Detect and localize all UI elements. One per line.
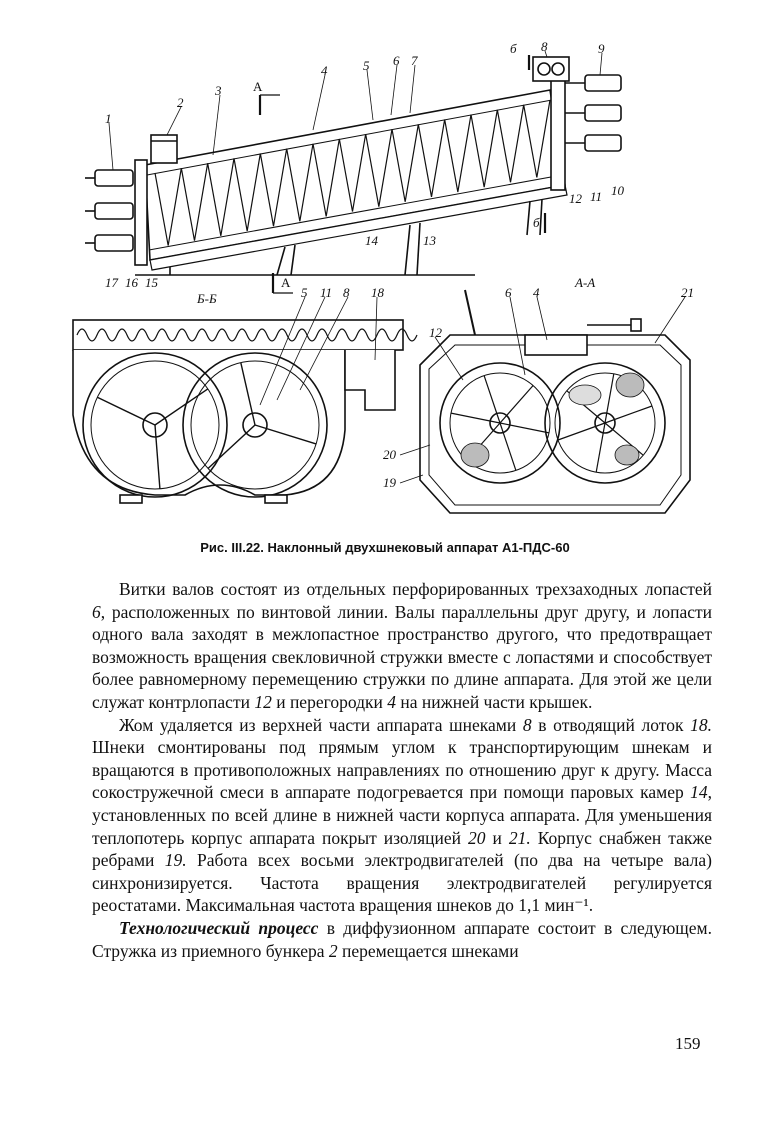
callout-8: 8 xyxy=(541,39,548,54)
callout-aa-20: 20 xyxy=(383,447,396,462)
text-run: 4 xyxy=(387,691,396,712)
callout-aa-6: 6 xyxy=(505,285,512,300)
text-run: в диффузионном аппарате состоит в следующем. Стружка из приемного бункера xyxy=(92,917,712,961)
text-run: 8 xyxy=(522,714,532,735)
text-run: в отводящий лоток xyxy=(531,714,691,735)
text-run: 6 xyxy=(92,601,101,622)
page-number: 159 xyxy=(675,1034,701,1053)
callout-2: 2 xyxy=(177,95,184,110)
paragraph xyxy=(92,578,712,714)
text-run: перемещается шнеками xyxy=(337,940,519,961)
text-run: 19. xyxy=(164,850,187,871)
section-b-marker-bottom: б xyxy=(533,215,540,230)
callout-aa-21: 21 xyxy=(681,285,694,300)
text-run: , установленных по всей длине в нижней части корпуса аппарата. Для уменьшения теплопотерь корпус аппарата покрыт изоляцией xyxy=(92,782,712,848)
body-text xyxy=(92,578,712,962)
text-run: 12 xyxy=(254,691,272,712)
text-run: Корпус снабжен также ребрами xyxy=(92,827,712,871)
callout-1: 1 xyxy=(105,111,112,126)
callout-16: 16 xyxy=(125,275,138,290)
text-run: Работа всех восьми электродвигателей (по два на четыре вала) синхронизируется. Частота вращения электродвигателей регулируется реостатами. Максимальная частота вращения шнеков до 1,1 мин⁻¹. xyxy=(92,850,712,916)
section-a-marker-top: А xyxy=(253,79,263,94)
callout-14: 14 xyxy=(365,233,378,248)
text-run: Технологический процесс xyxy=(119,917,319,938)
callout-bb-5: 5 xyxy=(301,285,308,300)
view-bb-title: Б-Б xyxy=(197,291,217,306)
callout-aa-4: 4 xyxy=(533,285,540,300)
callout-bb-8: 8 xyxy=(343,285,350,300)
text-run: и перегородки xyxy=(271,691,388,712)
text-run: 2 xyxy=(328,940,338,961)
callout-12: 12 xyxy=(569,191,582,206)
text-run: 14 xyxy=(690,782,708,803)
callout-13: 13 xyxy=(423,233,436,248)
section-a-marker-bottom: А xyxy=(281,275,291,290)
callout-aa-12: 12 xyxy=(429,325,442,340)
section-bb-view xyxy=(73,320,417,503)
text-run: Витки валов состоят из отдельных перфорированных трехзаходных лопастей xyxy=(119,579,712,599)
text-run: и xyxy=(485,827,509,848)
paragraph xyxy=(92,917,712,962)
figure-caption: Рис. III.22. Наклонный двухшнековый аппарат А1-ПДС-60 xyxy=(200,540,570,555)
text-run: , расположенных по винтовой линии. Валы параллельны друг другу, и лопасти одного вала заходят в межлопастное пространство другого, что предотвращает возможность вращения свекловичной стружки вместе с лопастями и способствует более равномерному перемещению стружки по длине аппарата. Для этой же цели служат контрлопасти xyxy=(92,601,712,712)
text-run: 18. xyxy=(690,714,712,735)
inclined-apparatus xyxy=(85,55,621,293)
view-aa-title: А-А xyxy=(575,275,596,290)
section-b-marker-top: б xyxy=(510,41,517,56)
text-run: 21. xyxy=(508,827,531,848)
callout-bb-11: 11 xyxy=(320,285,333,300)
callout-5: 5 xyxy=(363,58,370,73)
text-run: Шнеки смонтированы под прямым углом к транспортирующим шнекам и вращаются в противоположных направлениях по отношению друг к другу. Масса сокостружечной смеси в аппарате подогревается при помощи паровых камер xyxy=(92,737,712,803)
callout-bb-18: 18 xyxy=(371,285,384,300)
callout-6: 6 xyxy=(393,53,400,68)
callout-3: 3 xyxy=(215,83,222,98)
section-aa-view xyxy=(420,290,690,513)
apparatus-drawing xyxy=(55,35,735,525)
paragraph xyxy=(92,714,712,917)
technical-figure xyxy=(55,35,735,525)
text-run: Жом удаляется из верхней части аппарата шнеками xyxy=(119,714,523,735)
text-run: на нижней части крышек. xyxy=(395,691,593,712)
callout-aa-19: 19 xyxy=(383,475,396,490)
text-run: 20 xyxy=(468,827,486,848)
callout-10: 10 xyxy=(611,183,624,198)
callout-7: 7 xyxy=(411,53,418,68)
callout-15: 15 xyxy=(145,275,158,290)
callout-17: 17 xyxy=(105,275,118,290)
callout-4: 4 xyxy=(321,63,328,78)
callout-11: 11 xyxy=(590,189,603,204)
callout-9: 9 xyxy=(598,41,605,56)
